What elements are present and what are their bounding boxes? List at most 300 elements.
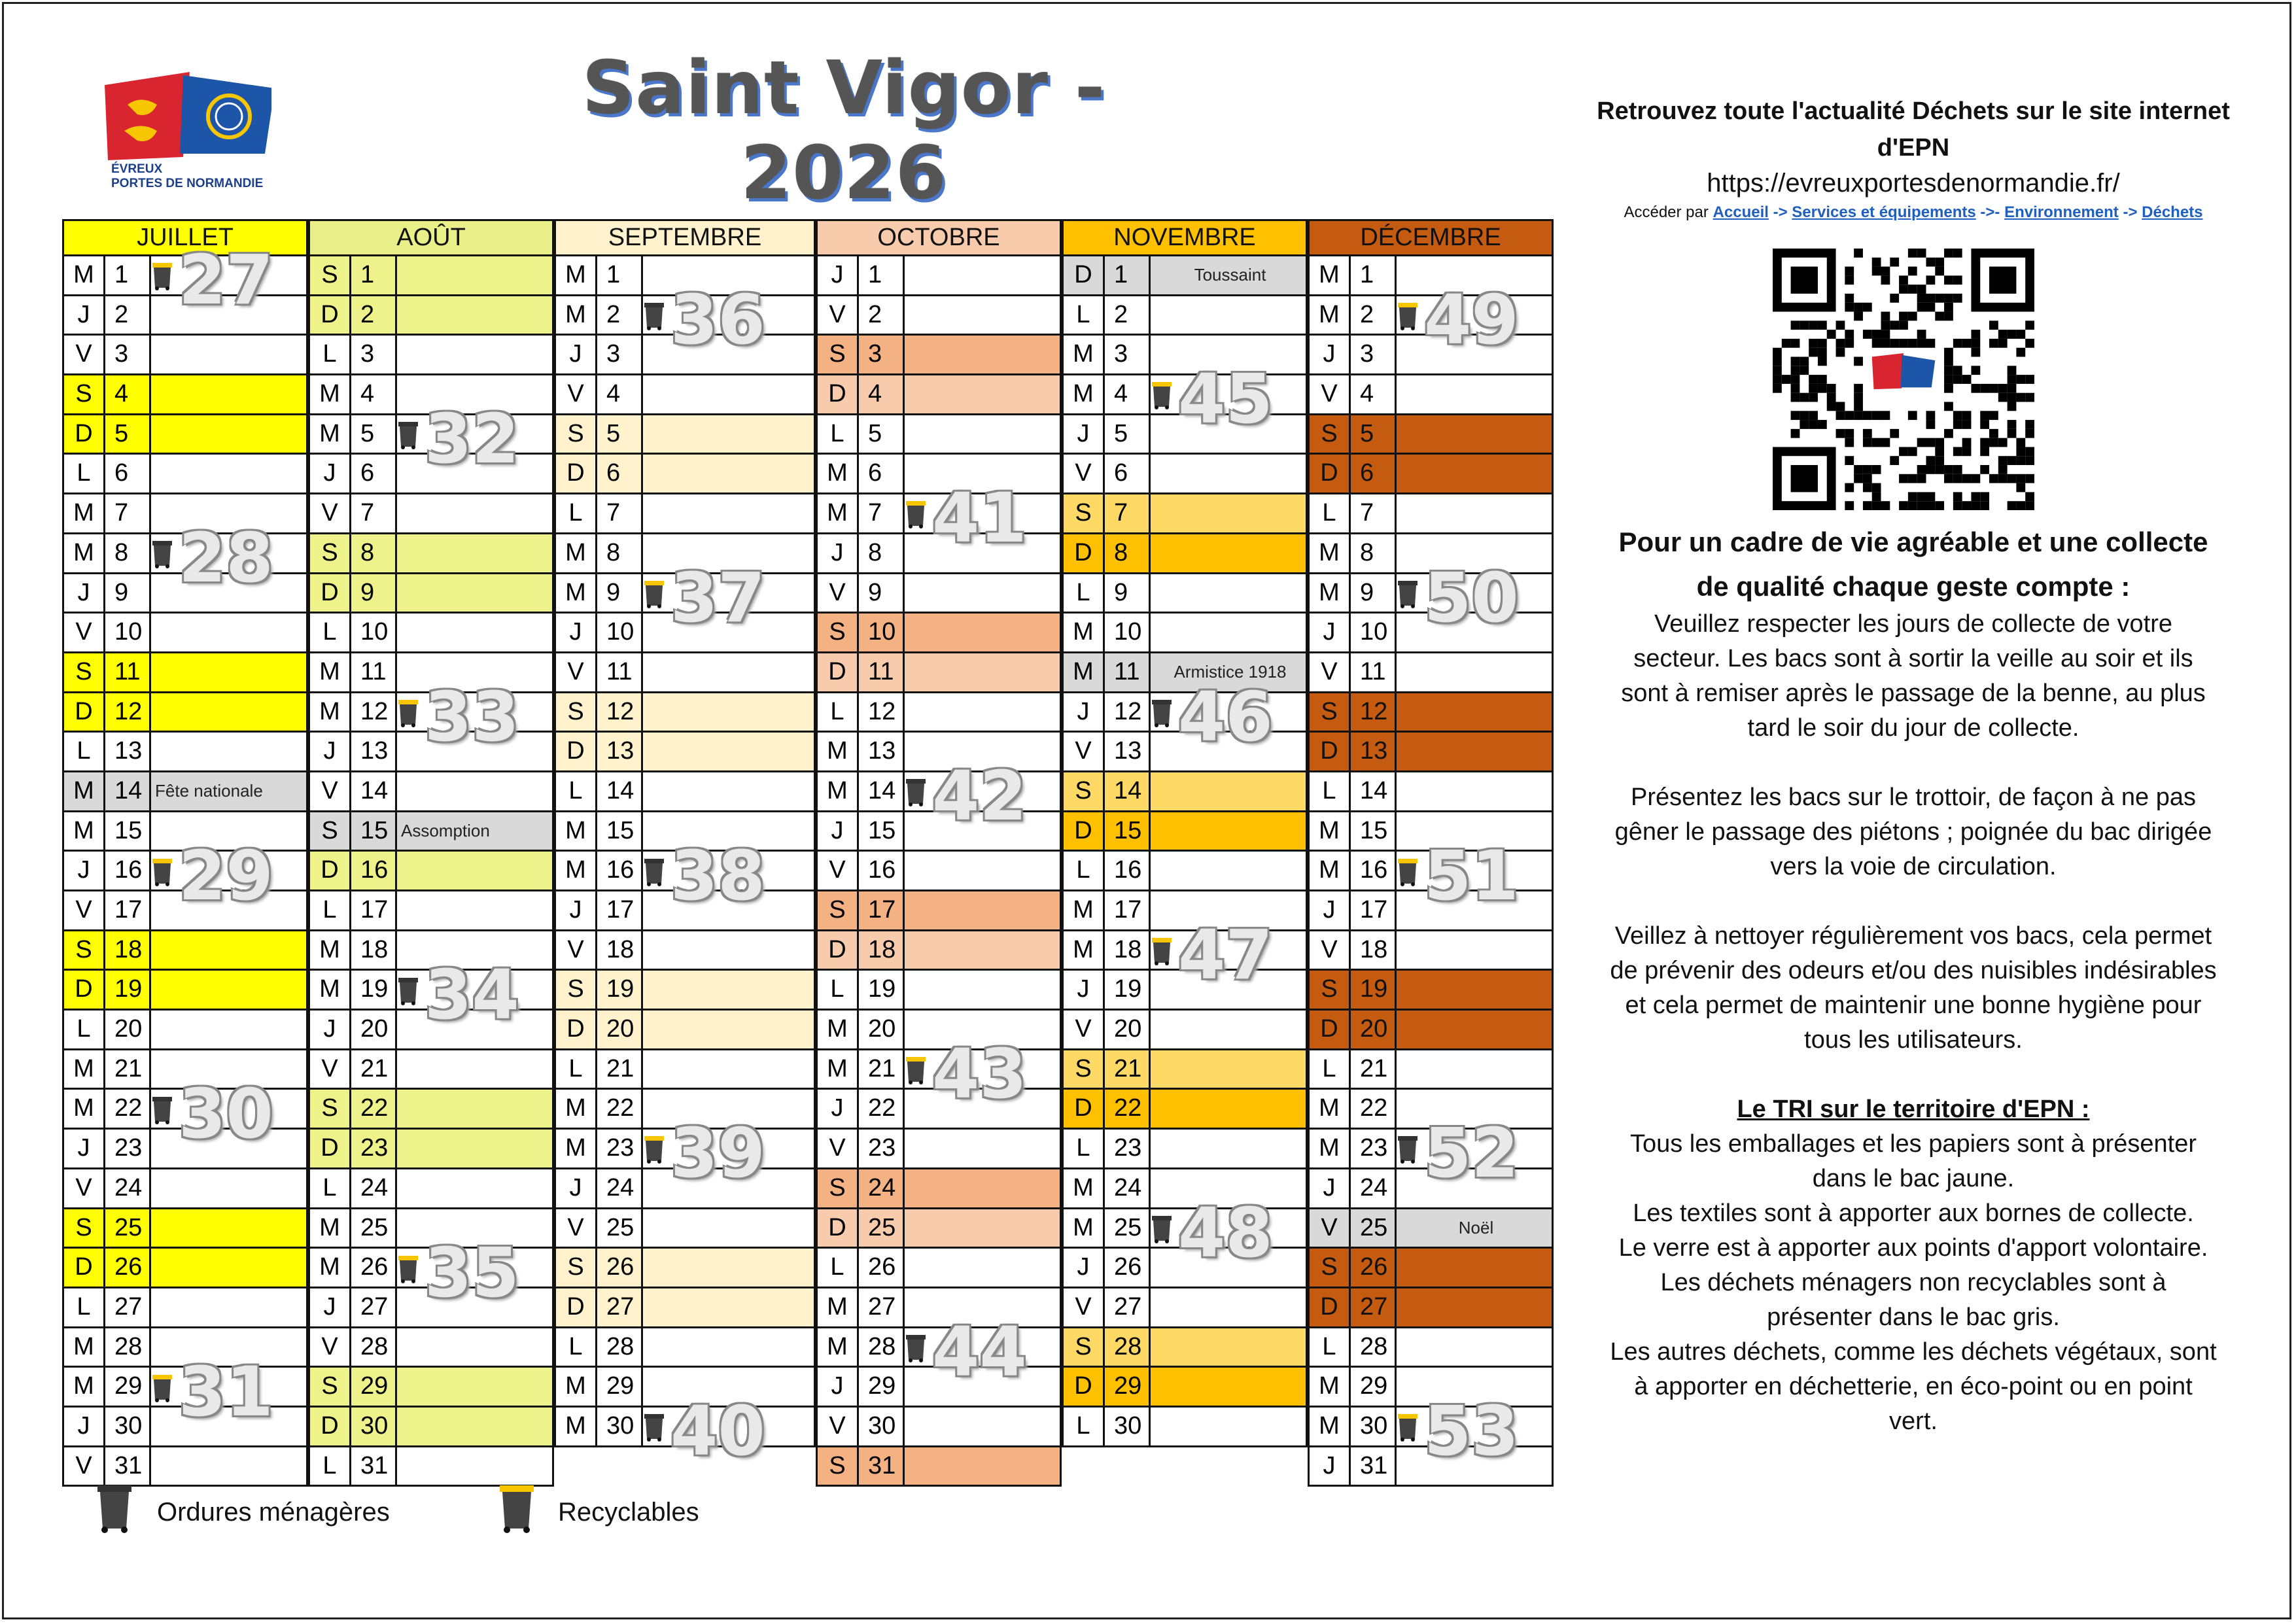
day-row <box>308 733 554 772</box>
day-letter: J <box>1064 1249 1105 1287</box>
day-note <box>1151 971 1306 1009</box>
day-note <box>397 931 552 969</box>
day-number: 1 <box>105 256 151 294</box>
week-number: 46 <box>1178 676 1273 757</box>
day-number: 9 <box>105 574 151 612</box>
day-row <box>308 693 554 733</box>
day-row <box>816 693 1062 733</box>
day-note <box>397 653 552 691</box>
day-letter: S <box>556 971 597 1009</box>
day-number: 4 <box>1351 375 1397 413</box>
day-note <box>397 296 552 334</box>
yellow-bin-icon <box>398 1254 419 1283</box>
week-number: 34 <box>425 954 519 1035</box>
day-letter: D <box>310 296 351 334</box>
day-number: 3 <box>597 336 643 373</box>
day-number: 24 <box>351 1169 397 1207</box>
day-letter: S <box>818 1169 859 1207</box>
day-number: 28 <box>105 1328 151 1366</box>
day-letter: M <box>64 1090 105 1128</box>
day-letter: D <box>310 1408 351 1445</box>
day-row <box>1062 812 1308 852</box>
day-row <box>62 1090 308 1130</box>
day-letter: M <box>818 494 859 532</box>
day-number: 5 <box>351 415 397 453</box>
nav-sep-2: ->- <box>1980 203 2000 221</box>
day-row <box>816 1447 1062 1487</box>
grey-bin-icon <box>1151 1215 1172 1243</box>
day-row <box>1308 1368 1554 1408</box>
day-row <box>816 455 1062 494</box>
day-row <box>816 1090 1062 1130</box>
day-letter: M <box>556 256 597 294</box>
day-number: 13 <box>859 733 905 770</box>
day-note <box>1397 653 1552 691</box>
day-row <box>308 931 554 971</box>
day-number: 8 <box>597 534 643 572</box>
day-number: 16 <box>1351 852 1397 890</box>
day-letter: L <box>556 1050 597 1088</box>
day-letter: S <box>310 1368 351 1406</box>
day-letter: M <box>818 1328 859 1366</box>
holiday-label: Fête nationale <box>151 772 306 810</box>
day-letter: D <box>1064 256 1105 294</box>
day-row <box>816 971 1062 1011</box>
day-letter: M <box>818 1011 859 1048</box>
day-letter: L <box>818 1249 859 1287</box>
day-note <box>1397 931 1552 969</box>
day-note <box>643 256 814 294</box>
day-note <box>905 1090 1060 1128</box>
day-note <box>643 574 814 612</box>
day-number: 24 <box>1351 1169 1397 1207</box>
info-paragraph-3: Veillez à nettoyer régulièrement vos bacs, cela permet de prévenir des odeurs et/ou des nuisibles indésirables et cela permet de maintenir une bonne hygiène pour tous les utilisateurs. <box>1610 922 2217 1054</box>
qr-code[interactable] <box>1773 249 2034 510</box>
day-number: 2 <box>1351 296 1397 334</box>
day-letter: M <box>1310 852 1351 890</box>
day-row <box>1062 455 1308 494</box>
day-number: 25 <box>1351 1209 1397 1247</box>
day-letter: V <box>1064 1288 1105 1326</box>
day-letter: D <box>556 1011 597 1048</box>
day-number: 20 <box>859 1011 905 1048</box>
day-number: 10 <box>105 613 151 651</box>
day-row <box>308 1288 554 1328</box>
day-letter: L <box>556 772 597 810</box>
day-number: 13 <box>105 733 151 770</box>
day-number: 6 <box>1351 455 1397 492</box>
day-letter: D <box>1310 1011 1351 1048</box>
day-note <box>905 256 1060 294</box>
day-row <box>62 534 308 574</box>
day-letter: M <box>1064 613 1105 651</box>
day-letter: J <box>1310 1447 1351 1485</box>
day-letter: M <box>1310 1408 1351 1445</box>
day-row <box>816 1408 1062 1447</box>
day-letter: V <box>64 613 105 651</box>
nav-dechets[interactable]: Déchets <box>2142 203 2203 221</box>
day-note <box>905 534 1060 572</box>
day-note <box>905 1368 1060 1406</box>
nav-environnement[interactable]: Environnement <box>2004 203 2119 221</box>
day-row <box>1308 375 1554 415</box>
day-note <box>1151 693 1306 731</box>
day-note <box>397 1408 552 1445</box>
day-row <box>1062 1130 1308 1169</box>
day-note <box>1397 733 1552 770</box>
week-number: 38 <box>670 835 765 916</box>
day-note <box>643 772 814 810</box>
day-letter: J <box>1064 693 1105 731</box>
day-letter: J <box>1064 971 1105 1009</box>
day-letter: D <box>818 931 859 969</box>
day-row <box>1308 971 1554 1011</box>
day-number: 3 <box>859 336 905 373</box>
day-note <box>1151 1169 1306 1207</box>
day-letter: J <box>310 455 351 492</box>
day-row <box>1062 296 1308 336</box>
day-letter: S <box>818 891 859 929</box>
day-letter: J <box>818 256 859 294</box>
day-note <box>1151 494 1306 532</box>
day-letter: V <box>556 1209 597 1247</box>
day-letter: S <box>64 653 105 691</box>
day-note <box>643 1249 814 1287</box>
day-note <box>1151 1249 1306 1287</box>
day-row <box>308 1368 554 1408</box>
day-note <box>1397 1050 1552 1088</box>
day-row <box>62 1368 308 1408</box>
day-note <box>1151 296 1306 334</box>
day-letter: V <box>1310 1209 1351 1247</box>
day-number: 27 <box>859 1288 905 1326</box>
day-letter: L <box>818 693 859 731</box>
nav-accueil[interactable]: Accueil <box>1713 203 1769 221</box>
day-note <box>397 1368 552 1406</box>
day-letter: V <box>1310 931 1351 969</box>
day-number: 6 <box>1105 455 1151 492</box>
day-letter: V <box>1064 733 1105 770</box>
day-note <box>397 693 552 731</box>
day-number: 30 <box>597 1408 643 1445</box>
day-row <box>816 812 1062 852</box>
day-note <box>397 534 552 572</box>
day-number: 7 <box>351 494 397 532</box>
day-row <box>554 733 816 772</box>
day-number: 2 <box>351 296 397 334</box>
day-number: 2 <box>859 296 905 334</box>
day-row <box>62 772 308 812</box>
day-letter: J <box>64 1408 105 1445</box>
day-note <box>1397 1249 1552 1287</box>
day-number: 25 <box>351 1209 397 1247</box>
day-row <box>554 1169 816 1209</box>
day-note <box>151 693 306 731</box>
day-note <box>1397 375 1552 413</box>
day-letter: L <box>310 613 351 651</box>
week-number: 30 <box>179 1073 273 1154</box>
nav-services[interactable]: Services et équipements <box>1792 203 1976 221</box>
day-note <box>397 971 552 1009</box>
day-number: 12 <box>1105 693 1151 731</box>
day-note <box>905 891 1060 929</box>
day-note <box>151 256 306 294</box>
day-letter: V <box>818 1408 859 1445</box>
day-number: 20 <box>1105 1011 1151 1048</box>
day-note <box>905 812 1060 850</box>
day-number: 14 <box>351 772 397 810</box>
day-number: 4 <box>859 375 905 413</box>
day-note <box>1151 812 1306 850</box>
day-letter: J <box>1310 336 1351 373</box>
day-letter: M <box>64 1050 105 1088</box>
day-letter: M <box>310 1209 351 1247</box>
day-row <box>308 1130 554 1169</box>
day-row <box>62 891 308 931</box>
day-row <box>1308 574 1554 614</box>
day-row <box>308 812 554 852</box>
day-letter: M <box>818 772 859 810</box>
day-letter: L <box>1310 1328 1351 1366</box>
week-number: 28 <box>179 517 273 598</box>
day-number: 28 <box>859 1328 905 1366</box>
day-number: 17 <box>1105 891 1151 929</box>
day-letter: M <box>310 971 351 1009</box>
day-letter: L <box>1064 852 1105 890</box>
day-number: 19 <box>597 971 643 1009</box>
day-number: 20 <box>351 1011 397 1048</box>
day-row <box>1062 1408 1308 1447</box>
day-row <box>1308 1209 1554 1249</box>
day-letter: S <box>1064 1050 1105 1088</box>
day-note <box>1151 613 1306 651</box>
day-letter: L <box>310 891 351 929</box>
day-letter: S <box>1064 772 1105 810</box>
day-letter: J <box>64 852 105 890</box>
week-number: 42 <box>932 756 1027 837</box>
day-note <box>1151 931 1306 969</box>
day-note <box>643 375 814 413</box>
day-row <box>1308 1328 1554 1368</box>
day-note <box>1397 336 1552 373</box>
day-row <box>1062 693 1308 733</box>
day-number: 1 <box>351 256 397 294</box>
day-note <box>905 336 1060 373</box>
day-number: 20 <box>597 1011 643 1048</box>
tri-line-1: Tous les emballages et les papiers sont à présenter dans le bac jaune. <box>1629 1130 2197 1192</box>
day-row <box>1062 1090 1308 1130</box>
day-row <box>554 931 816 971</box>
day-note <box>905 971 1060 1009</box>
day-letter: L <box>1064 574 1105 612</box>
day-number: 7 <box>105 494 151 532</box>
day-note <box>905 613 1060 651</box>
tri-line-4: Les déchets ménagers non recyclables sont à présenter dans le bac gris. <box>1660 1269 2166 1331</box>
day-letter: L <box>818 415 859 453</box>
day-number: 9 <box>1351 574 1397 612</box>
day-letter: V <box>64 1447 105 1485</box>
day-row <box>1062 852 1308 891</box>
day-note <box>905 852 1060 890</box>
day-letter: D <box>1064 534 1105 572</box>
day-note <box>1397 1090 1552 1128</box>
day-row <box>308 1408 554 1447</box>
yellow-bin-icon <box>1151 381 1172 409</box>
day-letter: V <box>64 336 105 373</box>
day-number: 5 <box>1105 415 1151 453</box>
day-row <box>1308 613 1554 653</box>
day-number: 22 <box>859 1090 905 1128</box>
day-letter: S <box>310 534 351 572</box>
day-row <box>554 336 816 375</box>
grey-bin-icon <box>644 857 665 886</box>
day-row <box>1308 1130 1554 1169</box>
day-number: 23 <box>105 1130 151 1167</box>
day-note <box>151 1249 306 1287</box>
grey-bin-icon <box>1151 699 1172 727</box>
day-row <box>554 415 816 455</box>
day-row <box>62 574 308 614</box>
holiday-label: Assomption <box>397 812 552 850</box>
day-number: 18 <box>1105 931 1151 969</box>
day-number: 16 <box>859 852 905 890</box>
week-number: 50 <box>1424 557 1519 638</box>
day-note <box>905 375 1060 413</box>
day-letter: L <box>310 336 351 373</box>
day-row <box>308 574 554 614</box>
day-letter: M <box>1310 1130 1351 1167</box>
day-number: 7 <box>1105 494 1151 532</box>
day-letter: V <box>818 574 859 612</box>
day-letter: J <box>556 336 597 373</box>
day-row <box>554 812 816 852</box>
day-row <box>554 693 816 733</box>
day-note <box>397 256 552 294</box>
day-letter: S <box>818 1447 859 1485</box>
day-note <box>1397 1368 1552 1406</box>
day-number: 20 <box>1351 1011 1397 1048</box>
day-letter: V <box>310 1328 351 1366</box>
week-number: 47 <box>1178 914 1273 995</box>
day-letter: D <box>64 1249 105 1287</box>
day-letter: M <box>1310 574 1351 612</box>
day-row <box>308 1328 554 1368</box>
yellow-bin-icon <box>152 262 173 290</box>
day-number: 5 <box>859 415 905 453</box>
day-note <box>905 931 1060 969</box>
day-number: 3 <box>351 336 397 373</box>
day-letter: J <box>1310 1169 1351 1207</box>
day-note <box>397 375 552 413</box>
day-number: 14 <box>597 772 643 810</box>
day-note <box>151 1169 306 1207</box>
grey-bin-icon <box>152 1096 173 1124</box>
day-letter: D <box>310 574 351 612</box>
day-row <box>554 494 816 534</box>
day-letter: J <box>64 574 105 612</box>
day-number: 6 <box>597 455 643 492</box>
day-letter: L <box>818 971 859 1009</box>
day-note <box>643 1050 814 1088</box>
day-row <box>308 891 554 931</box>
day-note <box>643 1368 814 1406</box>
day-row <box>308 772 554 812</box>
day-note <box>643 613 814 651</box>
day-number: 19 <box>105 971 151 1009</box>
day-letter: M <box>1064 931 1105 969</box>
info-body <box>1596 607 2231 1439</box>
day-letter: D <box>64 415 105 453</box>
month-aout <box>308 219 554 1487</box>
tri-title: Le TRI sur le territoire d'EPN : <box>1737 1096 2090 1123</box>
day-number: 5 <box>105 415 151 453</box>
day-number: 26 <box>597 1249 643 1287</box>
day-note <box>643 455 814 492</box>
holiday-label: Toussaint <box>1151 256 1306 294</box>
day-note <box>1151 455 1306 492</box>
day-number: 12 <box>351 693 397 731</box>
info-paragraph-2: Présentez les bacs sur le trottoir, de façon à ne pas gêner le passage des piétons ; poignée du bac dirigée vers la voie de circulation. <box>1614 784 2212 880</box>
day-note <box>151 1328 306 1366</box>
day-letter: M <box>1310 812 1351 850</box>
day-number: 24 <box>1105 1169 1151 1207</box>
day-note <box>397 455 552 492</box>
day-note <box>1397 296 1552 334</box>
yellow-bin-icon <box>152 1373 173 1402</box>
info-header: Retrouvez toute l'actualité Déchets sur le site internet d'EPN <box>1597 97 2230 162</box>
day-note <box>397 494 552 532</box>
day-letter: S <box>1310 1249 1351 1287</box>
day-letter: M <box>1310 1090 1351 1128</box>
day-note <box>905 693 1060 731</box>
day-number: 7 <box>1351 494 1397 532</box>
grey-bin-icon <box>95 1481 134 1534</box>
day-note <box>905 1050 1060 1088</box>
day-row <box>1062 375 1308 415</box>
day-letter: M <box>64 1328 105 1366</box>
day-note <box>643 931 814 969</box>
day-note <box>151 494 306 532</box>
day-letter: M <box>1064 891 1105 929</box>
day-number: 11 <box>105 653 151 691</box>
day-note <box>1397 772 1552 810</box>
day-note <box>905 733 1060 770</box>
day-row <box>62 296 308 336</box>
day-note <box>151 574 306 612</box>
week-number: 41 <box>932 478 1027 559</box>
day-row <box>62 1209 308 1249</box>
day-row <box>554 1249 816 1288</box>
day-number: 22 <box>105 1090 151 1128</box>
day-row <box>1308 772 1554 812</box>
day-letter: S <box>818 613 859 651</box>
day-note <box>1397 1011 1552 1048</box>
day-number: 30 <box>1105 1408 1151 1445</box>
day-letter: V <box>310 494 351 532</box>
day-note <box>643 971 814 1009</box>
day-letter: V <box>818 852 859 890</box>
holiday-label: Noël <box>1397 1209 1552 1247</box>
yellow-bin-icon <box>1397 857 1418 886</box>
week-number: 36 <box>670 279 765 360</box>
day-letter: S <box>556 693 597 731</box>
day-number: 25 <box>1105 1209 1151 1247</box>
day-row <box>816 574 1062 614</box>
day-row <box>62 336 308 375</box>
day-note <box>905 1328 1060 1366</box>
day-row <box>1062 336 1308 375</box>
info-url[interactable]: https://evreuxportesdenormandie.fr/ <box>1707 169 2120 198</box>
